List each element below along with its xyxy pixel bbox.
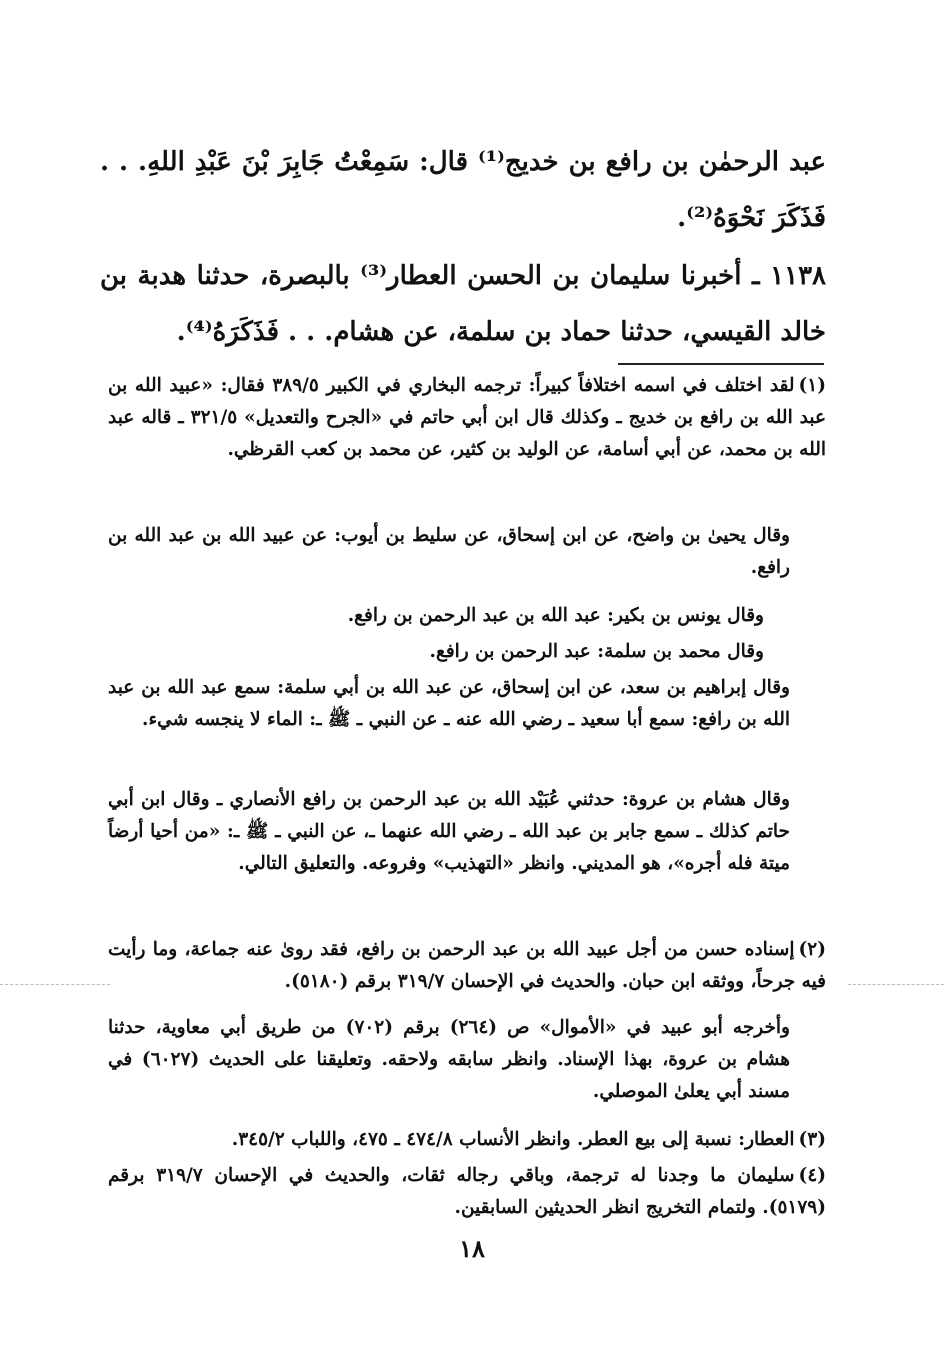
footnote-4 bbox=[108, 1160, 826, 1224]
footnote-2-text: إسناده حسن من أجل عبيد الله بن عبد الرحمن بن رافع، فقد روىٰ عنه جماعة، وما رأيت فيه جرحاً، ووثقه ابن حبان. والحديث في الإحسان ٣١٩/٧ برقم (٥١٨٠). bbox=[108, 939, 826, 992]
footnote-1-para-5: وقال إبراهيم بن سعد، عن ابن إسحاق، عن عبد الله بن أبي سلمة: سمع عبد الله بن عبد الله بن رافع: سمع أبا سعيد ـ رضي الله عنه ـ عن النبي ـ ﷺ ـ: الماء لا ينجسه شيء. bbox=[108, 677, 790, 730]
footnote-1-number: (١) bbox=[798, 375, 826, 396]
footnote-1-para-2: وقال يحيىٰ بن واضح، عن ابن إسحاق، عن سليط بن أيوب: عن عبيد الله بن عبد الله بن رافع. bbox=[108, 525, 790, 578]
footnote-2-para-2: وأخرجه أبو عبيد في «الأموال» ص (٢٦٤) برقم (٧٠٢) من طريق أبي معاوية، حدثنا هشام بن عروة، بهذا الإسناد. وانظر سابقه ولاحقه. وتعليقنا على الحديث (٦٠٢٧) في مسند أبي يعلىٰ الموصلي. bbox=[108, 1017, 790, 1102]
main-text-paragraph-2 bbox=[100, 248, 826, 360]
footnote-1 bbox=[108, 370, 826, 466]
footnote-1-para-4: وقال محمد بن سلمة: عبد الرحمن بن رافع. bbox=[429, 641, 764, 662]
footnote-2 bbox=[108, 934, 826, 998]
footnote-3-text: العطار: نسبة إلى بيع العطر. وانظر الأنساب ٤٧٤/٨ ـ ٤٧٥، واللباب ٣٤٥/٢. bbox=[231, 1129, 795, 1150]
footnote-3 bbox=[108, 1124, 826, 1156]
footnote-separator bbox=[618, 363, 824, 365]
footnote-3-number: (٣) bbox=[798, 1129, 826, 1150]
scan-artifact-line-left bbox=[0, 984, 110, 985]
footnote-4-number: (٤) bbox=[798, 1165, 827, 1186]
footnote-2-number: (٢) bbox=[798, 939, 826, 960]
main-paragraph-2: ١١٣٨ ـ أخبرنا سليمان بن الحسن العطار⁽³⁾ بالبصرة، حدثنا هدبة بن خالد القيسي، حدثنا حماد بن سلمة، عن هشام. . . فَذَكَرَهُ⁽⁴⁾. bbox=[100, 261, 826, 347]
footnote-4-text: سليمان ما وجدنا له ترجمة، وباقي رجاله ثقات، والحديث في الإحسان ٣١٩/٧ برقم (٥١٧٩). ولتمام التخريج انظر الحديثين السابقين. bbox=[108, 1165, 826, 1218]
scan-artifact-line-right bbox=[848, 984, 944, 985]
footnote-1-text: لقد اختلف في اسمه اختلافاً كبيراً: ترجمه البخاري في الكبير ٣٨٩/٥ فقال: «عبيد الله بن عبد الله بن رافع بن خديج ـ وكذلك قال ابن أبي حاتم في «الجرح والتعديل» ٣٢١/٥ ـ قاله عبد الله بن محمد، عن أبي أسامة، عن الوليد بن كثير، عن محمد بن كعب القرظي. bbox=[108, 375, 826, 460]
page-number: ١٨ bbox=[459, 1234, 485, 1263]
footnote-1-para-3: وقال يونس بن بكير: عبد الله بن عبد الرحمن بن رافع. bbox=[347, 605, 764, 626]
main-text-paragraph-1 bbox=[100, 134, 826, 246]
footnote-1-para-6: وقال هشام بن عروة: حدثني عُبَيْد الله بن عبد الرحمن بن رافع الأنصاري ـ وقال ابن أبي حاتم كذلك ـ سمع جابر بن عبد الله ـ رضي الله عنهما ـ، عن النبي ـ ﷺ ـ: «من أحيا أرضاً ميتة فله أجره»، هو المديني. وانظر «التهذيب» وفروعه. والتعليق التالي. bbox=[108, 789, 790, 874]
main-paragraph-1: عبد الرحمٰن بن رافع بن خديج⁽¹⁾ قال: سَمِعْتُ جَابِرَ بْنَ عَبْدِ اللهِ. . . فَذَكَرَ نَحْوَهُ⁽²⁾. bbox=[100, 147, 826, 233]
